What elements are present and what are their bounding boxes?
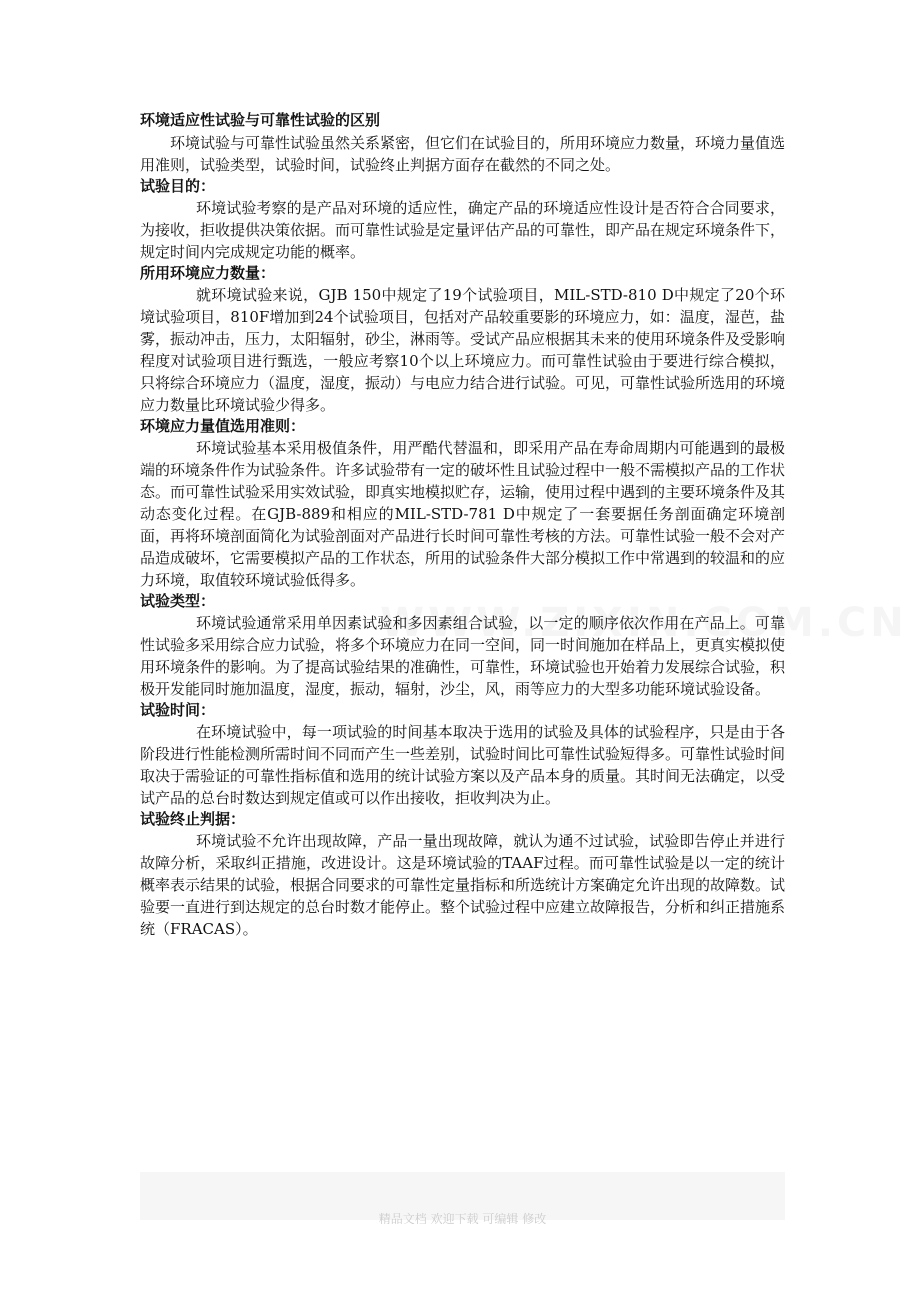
section-heading-test-type: 试验类型： [140,592,216,610]
section-heading-test-time: 试验时间： [140,701,216,719]
section-body-termination: 环境试验不允许出现故障，产品一量出现故障，就认为通不过试验，试验即告停止并进行故障分析，采取纠正措施，改进设计。这是环境试验的TAAF过程。而可靠性试验是以一定的统计概率表示结果的试验，根据合同要求的可靠性定量指标和所选统计方案确定允许出现的故障数。试验要一直进行到达规定的总台时数才能停止。整个试验过程中应建立故障报告，分析和纠正措施系统（FRACAS）。 [140,832,786,938]
document-page [140,108,785,940]
section-body-stress-criteria: 环境试验基本采用极值条件，用严酷代替温和，即采用产品在寿命周期内可能遇到的最极端的环境条件作为试验条件。许多试验带有一定的破坏性且试验过程中一般不需模拟产品的工作状态。而可靠性试验采用实效试验，即真实地模拟贮存，运输，使用过程中遇到的主要环境条件及其动态变化过程。在GJB-889和相应的MIL-STD-781 D中规定了一套要据任务剖面确定环境剖面，再将环境剖面简化为试验剖面对产品进行长时间可靠性考核的方法。可靠性试验一般不会对产品造成破坏，它需要模拟产品的工作状态，所用的试验条件大部分模拟工作中常遇到的较温和的应力环境，取值较环境试验低得多。 [140,439,786,589]
document-title: 环境适应性试验与可靠性试验的区别 [140,111,381,129]
section-heading-termination: 试验终止判据： [140,810,246,828]
footer-text: 精品文档 欢迎下载 可编辑 修改 [378,1212,547,1224]
section-body-test-time: 在环境试验中，每一项试验的时间基本取决于选用的试验及具体的试验程序，只是由于各阶段进行性能检测所需时间不同而产生一些差别，试验时间比可靠性试验短得多。可靠性试验时间取决于需验证的可靠性指标值和选用的统计试验方案以及产品本身的质量。其时间无法确定，以受试产品的总台时数达到规定值或可以作出接收，拒收判决为止。 [140,723,786,807]
section-heading-purpose: 试验目的： [140,177,216,195]
section-body-stress-count: 就环境试验来说，GJB 150中规定了19个试验项目，MIL-STD-810 D中规定了20个环境试验项目，810F增加到24个试验项目，包括对产品较重要影的环境应力，如：温度，湿芭，盐雾，振动冲击，压力，太阳辐射，砂尘，淋雨等。受试产品应根据其未来的使用环境条件及受影响程度对试验项目进行甄选，一般应考察10个以上环境应力。而可靠性试验由于要进行综合模拟，只将综合环境应力（温度，湿度，振动）与电应力结合进行试验。可见，可靠性试验所选用的环境应力数量比环境试验少得多。 [140,286,786,414]
section-body-test-type: 环境试验通常采用单因素试验和多因素组合试验，以一定的顺序依次作用在产品上。可靠性试验多采用综合应力试验，将多个环境应力在同一空间，同一时间施加在样品上，更真实模拟使用环境条件的影响。为了提高试验结果的准确性，可靠性，环境试验也开始着力发展综合试验，积极开发能同时施加温度，湿度，振动，辐射，沙尘，风，雨等应力的大型多功能环境试验设备。 [140,614,786,698]
intro-paragraph: 环境试验与可靠性试验虽然关系紧密，但它们在试验目的，所用环境应力数量，环境力量值选用准则，试验类型，试验时间，试验终止判据方面存在截然的不同之处。 [140,134,786,174]
section-body-purpose: 环境试验考察的是产品对环境的适应性，确定产品的环境适应性设计是否符合合同要求，为接收，拒收提供决策依据。而可靠性试验是定量评估产品的可靠性，即产品在规定环境条件下，规定时间内完成规定功能的概率。 [140,199,786,261]
section-heading-stress-count: 所用环境应力数量： [140,264,276,282]
section-heading-stress-criteria: 环境应力量值选用准则： [140,417,306,435]
